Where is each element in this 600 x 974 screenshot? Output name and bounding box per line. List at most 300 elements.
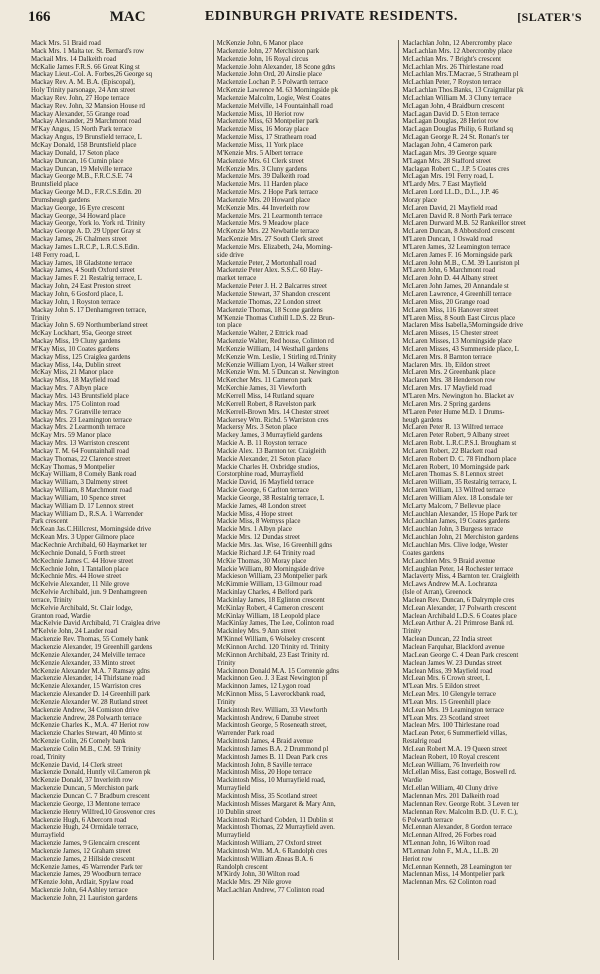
resident-entry: McLean William, 76 Inverleith row <box>402 761 501 769</box>
resident-entry: McLaren John M.B., C.M. 39 Lauriston pl <box>402 259 520 267</box>
resident-entry: McKay William, 8 Comely Bank road <box>31 471 137 479</box>
resident-entry: Mackay George, 16 Eyre crescent <box>31 204 125 212</box>
resident-entry: Maclean James W. 23 Dundas street <box>402 659 502 667</box>
resident-entry: Mackintosh Miss, 35 Scotland street <box>216 793 318 800</box>
resident-entry: McKean Mrs. 3 Upper Gilmore place <box>31 534 135 542</box>
resident-entry: McKenzie Mrs. 3 Cluny gardens <box>216 165 307 173</box>
resident-entry: Mackenzie Walter, 2 Ettrick road <box>216 330 308 338</box>
resident-entry: Mackenzie James, 2 Hillside crescent <box>31 855 135 863</box>
resident-entry: McKenzie Wm. Leslie, 1 Stirling rd.Trinity <box>216 353 337 361</box>
resident-entry: Mackay Angus, 19 Brunsfield terrace, L <box>31 134 142 142</box>
resident-entry: market terrace <box>216 275 257 283</box>
resident-entry: Maclaren Mrs. 1b, Eildon street <box>402 361 490 369</box>
resident-entry: Mackenzie Mrs. 11 Harden place <box>216 181 309 189</box>
resident-entry: M'Lean Mrs. 5 Eildon street <box>402 683 480 691</box>
resident-entry: Heriot row <box>402 855 433 863</box>
resident-entry: Mackintosh William Æneas B.A. 6 <box>216 855 314 863</box>
resident-entry: M'Kinnel William, 6 Wolseley crescent <box>216 636 325 644</box>
resident-entry: Mackenzie John, 64 Ashley terrace <box>31 887 128 895</box>
resident-entry: McLaren John D. 44 Albany street <box>402 275 498 283</box>
resident-entry: Mackintosh James, 4 Braid avenue <box>216 738 313 746</box>
resident-entry: Mackay John, 24 East Preston street <box>31 283 131 291</box>
resident-entry: heugh gardens <box>402 416 443 424</box>
resident-entry: Mackintosh Wm. M.A. 6 Randolph cres <box>216 847 328 855</box>
resident-entry: Mackay James, 18 Gladstone terrace <box>31 259 133 267</box>
resident-entry: Warrender Park road <box>216 730 274 738</box>
resident-entry: Maclachlan John, 12 Abercromby place <box>402 40 512 47</box>
resident-entry: Mackay William, 3 Dalmeny street <box>31 479 128 487</box>
resident-entry: Mackenzie Peter J. H. 2 Balcarres street <box>216 283 327 291</box>
resident-entry: Mackay George, York lo. York rd. Trinity <box>31 220 146 228</box>
resident-entry: Mackintosh Andrew, 6 Danube street <box>216 714 319 722</box>
resident-entry: Mackay George M.B., F.R.C.S.E. 74 <box>31 173 133 181</box>
resident-entry: Mackenzie John Alexander, 18 Scone gdns <box>216 63 336 71</box>
resident-entry: McLean Mrs. 10 Glengyle terrace <box>402 691 496 699</box>
resident-entry: Mackay James L.R.C.P., L.R.C.S.Edin. <box>31 243 140 251</box>
resident-entry: Mackay T. M. 64 Fountainhall road <box>31 447 129 455</box>
resident-entry: Mackenzie Henry Wilfred,10 Grosvenor cres <box>31 808 156 816</box>
resident-entry: McKenzie Alexander, 15 Warriston cres <box>31 683 142 691</box>
resident-entry: Mackinnon Geo. J. 3 East Newington pl <box>216 675 328 683</box>
resident-entry: McLauchlan Mrs. Clive lodge, Wester <box>402 542 508 549</box>
resident-entry: road, Trinity <box>31 753 66 761</box>
resident-entry: MacLagan Douglas, 28 Heriot row <box>402 118 499 126</box>
resident-entry: Mackay William D., R.S.A. 1 Warrender <box>31 510 144 518</box>
resident-entry: MacLachlan Andrew, 77 Colinton road <box>216 887 325 895</box>
resident-entry: McLaren Misses, 15 Chester street <box>402 330 499 338</box>
resident-entry: Mackintosh James B.A. 2 Drummond pl <box>216 745 329 753</box>
resident-entry: McKay Miss, 21 Manor place <box>31 369 114 377</box>
resident-entry: Murrayfield <box>216 785 250 793</box>
resident-entry: McKinnon Archd. 120 Trinity rd. Trinity <box>216 643 330 651</box>
resident-entry: Mackintosh George, 5 Roseneath street, <box>216 722 327 730</box>
resident-entry: McLaren William, 13 Wilfred terrace <box>402 487 506 495</box>
resident-entry: Mackinlay James, 18 Eglinton crescent <box>216 596 325 604</box>
resident-entry: terrace, Trinity <box>31 596 72 604</box>
resident-entry: Mackersey Wm. Richd. 5 Warriston cres <box>216 416 329 424</box>
publisher-name: [SLATER'S <box>517 9 582 24</box>
resident-entry: M'Lean Mrs. 23 Scotland street <box>402 714 490 722</box>
resident-entry: M'Lardy Mrs. 7 East Mayfield <box>402 181 487 189</box>
resident-entry: Mackenzie Miss, 10 Heriot row <box>216 110 305 118</box>
resident-entry: Maclaren Miss Isabella,5Morningside drive <box>402 322 523 330</box>
resident-entry: McLaren Thomas S. 8 Lennox street <box>402 471 504 479</box>
resident-entry: Mackinley Mrs. 9 Ann street <box>216 628 296 636</box>
resident-entry: McKenzie Donald, 37 Inverleith row <box>31 777 133 785</box>
resident-entry: Mackenzie Peter, 2 Mortonhall road <box>216 259 317 267</box>
resident-entry: McLaren Lord LL.D., D.L., J.P. 46 <box>402 189 499 197</box>
resident-entry: Maclagan Robert C., J.P. 5 Coates cres <box>402 165 510 173</box>
resident-entry: Mackenzie Mrs. 2 Hope Park terrace <box>216 189 319 197</box>
resident-entry: Mackenzie James, 12 Graham street <box>31 847 131 855</box>
resident-entry: McKerrell Robert, 8 Ravelston park <box>216 400 316 408</box>
resident-entry: ton place <box>216 322 242 330</box>
resident-entry: McKercher Mrs. 11 Cameron park <box>216 377 312 385</box>
resident-entry: McLaren Misses, 43 Summerside place, L <box>402 345 519 353</box>
resident-entry: MacKinlay James, The Lee, Colinton road <box>216 620 334 628</box>
resident-entry: M'Laren Duncan, 1 Oswald road <box>402 236 493 244</box>
resident-entry: Mackay John, 1 Royston terrace <box>31 298 120 306</box>
resident-entry: M'Kay Miss, 10 Coates gardens <box>31 345 119 353</box>
resident-entry: Mackenzie Thomas, 18 Scone gardens <box>216 306 323 314</box>
resident-entry: McLennan Kenneth, 28 Leamington ter <box>402 863 512 871</box>
resident-entry: Mackenzie Thomas, 22 London street <box>216 298 321 306</box>
page-number: 166 <box>28 8 51 25</box>
resident-entry: Restalrig road <box>402 738 442 746</box>
resident-entry: Mackenzie Walter, Red house, Colinton rd <box>216 338 334 346</box>
resident-entry: Mackinnon Donald M.A. 15 Corrennie gdns <box>216 667 339 675</box>
resident-entry: Mackay Duncan, 19 Melville terrace <box>31 165 133 173</box>
resident-entry: Mackay James F. 21 Restalrig terrace, L <box>31 275 142 283</box>
resident-entry: Mackenzie John, 27 Merchiston park <box>216 47 320 55</box>
resident-entry: McLaren James F. 16 Morningside park <box>402 251 513 259</box>
resident-entry: M'Laren Mrs. Newington ho. Blacket av <box>402 392 515 400</box>
resident-entry: Maclean Miss, 39 Mayfield road <box>402 667 493 675</box>
resident-entry: Mackenzie Duncan, 5 Merchiston park <box>31 785 139 793</box>
resident-entry: MacLean Peter, 6 Summerfield villas, <box>402 730 507 738</box>
resident-entry: Mackie Miss, 8 Wemyss place <box>216 518 301 526</box>
resident-entry: Mackenzie George, 13 Mentone terrace <box>31 800 141 808</box>
resident-entry: Mackenzie Melville, 14 Fountainhall road <box>216 102 333 110</box>
resident-entry: Mackintosh Thomas, 22 Murrayfield aven. <box>216 824 335 832</box>
resident-entry: M'Laren John, 6 Marchmont road <box>402 267 496 275</box>
resident-entry: Mackenzie Colin M.B., C.M. 59 Trinity <box>31 745 141 753</box>
resident-entry: M'Kenzie John, Ardlair, Spylaw road <box>31 879 134 887</box>
resident-entry: McKechnie John, 1 Tantallon place <box>31 565 129 573</box>
resident-entry: Mackie Mrs. Jas. Wise, 16 Greenhill gdns <box>216 542 333 549</box>
resident-entry: McKimmie William, 13 Gilmour road <box>216 581 322 589</box>
resident-entry: McKechnie Mrs. 44 Howe street <box>31 573 122 581</box>
resident-entry: Mackay George M.D., F.R.C.S.Edin. 20 <box>31 189 142 197</box>
resident-entry: McLean Mrs. 19 Leamington terrace <box>402 706 504 714</box>
resident-entry: Wardie <box>402 777 423 785</box>
resident-entry: MacLagan Douglas Philip, 6 Rutland sq <box>402 126 513 134</box>
resident-entry: Maclennan Rev. Malcolm B.D. (U. F. C.), <box>402 808 518 816</box>
resident-entry: McLarty Malcom, 7 Bellevue place <box>402 502 501 510</box>
resident-entry: McLaren Robert D. C. 78 Findhorn place <box>402 455 517 463</box>
resident-entry: McLean Mrs. 6 Crown street, L <box>402 675 490 683</box>
resident-entry: Mackenzie Andrew, 28 Polwarth terrace <box>31 714 142 722</box>
resident-entry: Mackintosh William, 27 Oxford street <box>216 840 322 848</box>
resident-entry: Mackenzie Mrs. 39 Dalkeith road <box>216 173 310 181</box>
resident-entry: side drive <box>216 251 244 259</box>
resident-entry: Mackenzie Peter Alex. S.S.C. 60 Hay- <box>216 267 323 275</box>
resident-entry: Mackay Mrs. 175 Colinton road <box>31 400 120 408</box>
resident-entry: McLauchlan John, 21 Merchiston gardens <box>402 534 519 542</box>
resident-entry: McKerrell-Brown Mrs. 14 Chester street <box>216 408 329 416</box>
resident-entry: Mackie A. B. 11 Royston terrace <box>216 440 307 448</box>
resident-entry: Mackinlay Charles, 4 Belford park <box>216 589 313 597</box>
resident-entry: McKay Mrs. 59 Manor place <box>31 432 112 440</box>
resident-entry: Mackintosh John, 8 Saville terrace <box>216 761 313 769</box>
resident-entry: McKinlay William, 18 Leopold place <box>216 612 320 620</box>
resident-entry: Holy Trinity parsonage, 24 Ann street <box>31 87 136 95</box>
resident-entry: Mackay Lieut.-Col. A. Forbes,26 George sq <box>31 71 153 79</box>
resident-entry: Trinity <box>216 659 236 667</box>
resident-entry: Granton road, Wardie <box>31 612 91 620</box>
resident-entry: Mack Mrs. 1 Malta ter. St. Bernard's row <box>31 47 145 55</box>
resident-entry: Mackay John S. 17 Denhamgreen terrace, <box>31 306 147 314</box>
resident-entry: McLaren Misses, 13 Morningside place <box>402 338 512 346</box>
resident-entry: Maclean Rev. Duncan, 6 Dalrymple cres <box>402 596 515 604</box>
resident-entry: Mackenzie Mrs. 9 Meadow place <box>216 220 309 228</box>
resident-entry: McKenzie Wm. M. 5 Duncan st. Newington <box>216 369 339 377</box>
resident-entry: Mackay Miss, 125 Craiglea gardens <box>31 353 131 361</box>
resident-entry: Randolph crescent <box>216 863 268 871</box>
resident-entry: Trinity <box>31 314 50 322</box>
resident-entry: Mackay Alexander, 29 Marchmont road <box>31 118 142 126</box>
resident-entry: Mackenzie Stewart, 37 Shandon crescent <box>216 291 331 298</box>
resident-entry: McLaren Robt. L.R.C.P.S.I. Brougham st <box>402 440 517 448</box>
resident-entry: 10 Dublin street <box>216 808 262 816</box>
resident-entry: Drumsheugh gardens <box>31 196 90 204</box>
resident-entry: Mackay William, 8 Marchmont road <box>31 487 132 495</box>
resident-entry: McKenzie Mrs. 44 Inverleith row <box>216 204 310 212</box>
resident-entry: Mackenzie Donald, Huntly vil.Cameron pk <box>31 769 151 777</box>
resident-entry: McLaren Peter Robert, 9 Albany street <box>402 432 510 440</box>
resident-entry: McKelvie Archibald, jun. 9 Denhamgreen <box>31 589 147 597</box>
resident-entry: McKenzie William Lyon, 14 Walker street <box>216 361 334 369</box>
resident-entry: Mackay Miss, 19 Cluny gardens <box>31 338 121 346</box>
resident-entry: Mackay Duncan, 16 Cumin place <box>31 157 124 165</box>
resident-entry: McLaughlan Peter, 14 Rochester terrace <box>402 565 514 573</box>
resident-entry: McKenzie Alexander W. 28 Rutland street <box>31 698 148 706</box>
resident-entry: MacKelvie David Archibald, 71 Craiglea drive <box>31 620 161 628</box>
resident-entry: Mackay John S. 69 Northumberland street <box>31 322 148 330</box>
resident-entry: McKinlay Robert, 4 Cameron crescent <box>216 604 324 612</box>
resident-entry: Mackintosh Misses Margaret & Mary Ann, <box>216 800 336 808</box>
resident-entry: McLaren Lawrence, 4 Greenhill terrace <box>402 291 512 298</box>
resident-entry: Mackie George, 38 Restalrig terrace, L <box>216 494 325 502</box>
page-header <box>28 6 582 28</box>
resident-entry: Mackenzie John Ord, 20 Ainslie place <box>216 71 322 79</box>
resident-entry: Mackay Alexander, 55 Grange road <box>31 110 130 118</box>
resident-entry: M'Lagan Mrs. 28 Stafford street <box>402 157 491 165</box>
resident-entry: Moray place <box>402 196 437 204</box>
resident-entry: McLean Arthur A. 21 Primrose Bank rd. <box>402 620 514 628</box>
resident-entry: McKean Jas.C.Hillcrest, Morningside drive <box>31 526 152 534</box>
resident-entry: Mackenzie Andrew, 34 Comiston drive <box>31 706 140 714</box>
resident-entry: Mackay Mrs. 7 Granville terrace <box>31 408 122 416</box>
resident-entry: McLennan Alfred, 26 Forbes road <box>402 832 497 840</box>
resident-entry: McLachlan William M. 3 Cluny terrace <box>402 94 512 102</box>
resident-entry: Mackenzie John, 21 Lauriston gardens <box>31 894 138 902</box>
resident-entry: Mackenzie Alexander, 14 Thirlstane road <box>31 675 145 683</box>
resident-entry: Maclennan Mrs. 201 Dalkeith road <box>402 793 499 800</box>
resident-entry: 6 Polwarth terrace <box>402 816 453 824</box>
resident-entry: McLaren Peter R. 13 Wilfred terrace <box>402 424 504 432</box>
resident-entry: McKenzie James, 45 Warrender Park ter <box>31 863 143 871</box>
resident-entry: McLaren Mrs. 8 Barnton terrace <box>402 353 492 361</box>
resident-entry: Mackenzie Mrs. 61 Clerk street <box>216 157 304 165</box>
resident-entry: Mackay Miss, 14a, Dublin street <box>31 361 121 369</box>
resident-entry: McKelvie Archibald, St. Clair lodge, <box>31 604 133 612</box>
resident-entry: Mackenzie Mrs. 20 Howard place <box>216 196 311 204</box>
resident-entry: McLagan John, 4 Braidburn crescent <box>402 102 505 110</box>
resident-entry: Mackie William, 80 Morningside drive <box>216 565 325 573</box>
resident-entry: Trinity <box>402 628 422 636</box>
resident-entry: Mackie George, 6 Carlton terrace <box>216 487 309 495</box>
resident-entry: McLaren Robert, 10 Morningside park <box>402 463 510 471</box>
resident-entry: McLachlan Mrs.T.Macrae, 5 Strathearn pl <box>402 71 519 79</box>
resident-entry: Mackay William, 10 Spence street <box>31 494 126 502</box>
resident-entry: McLaren Durward M.B. 52 Rankeillor street <box>402 220 526 228</box>
resident-entry: M'Kelvie John, 24 Lauder road <box>31 628 118 636</box>
resident-entry: 148 Ferry road, L <box>31 251 80 259</box>
resident-entry: Mackintosh Miss, 10 Murrayfield road, <box>216 777 326 785</box>
entries-columns <box>28 40 584 960</box>
resident-entry: Mackie Alexander, 21 Seton place <box>216 455 312 463</box>
resident-entry: Mackenzie Hugh, 24 Ormidale terrace, <box>31 824 139 832</box>
resident-entry: Mackay George, 34 Howard place <box>31 212 126 220</box>
resident-entry: MacKenzie Mrs. 27 South Clerk street <box>216 236 324 244</box>
resident-entry: Mackle Mrs. 29 Nile grove <box>216 879 292 887</box>
resident-entry: Bruntsfield place <box>31 181 79 189</box>
resident-entry: McLellan William, 40 Cluny drive <box>402 785 498 793</box>
resident-entry: Mackenzie Alexander D. 14 Greenhill park <box>31 691 151 699</box>
resident-entry: McLaren John James, 20 Annandale st <box>402 283 509 291</box>
column-1 <box>28 40 213 960</box>
resident-entry: Mackay Mrs. 143 Bruntsfield place <box>31 392 129 400</box>
resident-entry: Mackenzie John, 16 Royal circus <box>216 55 309 63</box>
resident-entry: McKenzie Charles K., M.A. 47 Heriot row <box>31 722 150 730</box>
resident-entry: McKenzie William, 14 Westhall gardens <box>216 345 329 353</box>
resident-entry: Mackersy Mrs. 3 Seton place <box>216 424 298 432</box>
resident-entry: Maclaren Mrs. 38 Henderson row <box>402 377 496 385</box>
resident-entry: Mackie Miss, 4 Hope street <box>216 510 293 518</box>
resident-entry: Mackay Mrs. 2 Learmonth terrace <box>31 424 126 432</box>
resident-entry: McLaren Duncan, 8 Abbotsford crescent <box>402 228 515 236</box>
resident-entry: Mackenzie Hugh, 6 Abercorn road <box>31 816 127 824</box>
resident-entry: McKay Donald, 158 Bruntsfield place <box>31 141 137 149</box>
resident-entry: McKenzie David, 14 Clerk street <box>31 761 123 769</box>
resident-entry: Mackenzie Miss, 11 York place <box>216 141 304 149</box>
resident-entry: Mackenzie Mrs. Elizabeth, 24a, Morning- <box>216 243 333 251</box>
resident-entry: Mackie Charles H. Oxbridge studios, <box>216 463 320 471</box>
resident-entry: Mackie James, 48 London street <box>216 502 307 510</box>
resident-entry: Mackenzie Charles Stewart, 40 Minto st <box>31 730 142 738</box>
resident-entry: McLaren Miss, 116 Hanover street <box>402 306 499 314</box>
resident-entry: McKerrell Miss, 14 Rutland square <box>216 392 315 400</box>
resident-entry: Maclaverty Miss, 4 Barnton ter. Craigleith <box>402 573 520 581</box>
resident-entry: Mackay John, 6 Gosford place, L <box>31 291 124 298</box>
resident-entry: Mackenzie Alexander, 19 Greenhill gardens <box>31 643 153 651</box>
resident-entry: Mackinnon James, 12 Lygon road <box>216 683 311 691</box>
resident-entry: M'Kenzie Thomas Cuthill L.D.S. 22 Brun- <box>216 314 335 322</box>
resident-entry: Mackail Mrs. 14 Dalkeith road <box>31 55 117 63</box>
resident-entry: M'Kenzie Mrs. 5 Albert terrace <box>216 149 303 157</box>
resident-entry: M'Laren Miss, 8 South East Circus place <box>402 314 516 322</box>
resident-entry: Maclagan John, 4 Cameron park <box>402 141 493 149</box>
resident-entry: (Isle of Arran), Greenock <box>402 589 472 597</box>
resident-entry: Mackenzie Lochan P. 5 Polwarth terrace <box>216 79 329 87</box>
resident-entry: Mackie Mrs. 1 Albyn place <box>216 526 292 534</box>
resident-entry: Mackenzie Miss, 17 Strathearn road <box>216 134 317 142</box>
resident-entry: MacLean George C. 4 Dean Park crescent <box>402 651 519 659</box>
resident-entry: Trinity <box>216 698 236 706</box>
resident-entry: McLaren David R. 8 North Park terrace <box>402 212 512 220</box>
resident-entry: McLennan Alexander, 8 Gordon terrace <box>402 824 513 832</box>
resident-entry: Mackie Mrs. 12 Dundas street <box>216 534 300 542</box>
resident-entry: Mackay Donald, 17 Seton place <box>31 149 120 157</box>
resident-entry: McKelvie Alexander, 11 Nile grove <box>31 581 130 589</box>
resident-entry: Mackay George A. D. 29 Upper Gray st <box>31 228 141 236</box>
resident-entry: Maclennan Mrs. 62 Colinton road <box>402 879 496 887</box>
resident-entry: McLaren William, 35 Restalrig terrace, L <box>402 479 517 487</box>
resident-entry: McLean Robert M.A. 19 Queen street <box>402 745 508 753</box>
resident-entry: Mackenzie Rev. Thomas, 55 Comely bank <box>31 636 149 644</box>
resident-entry: Mackay Mrs. 7 Albyn place <box>31 385 108 393</box>
resident-entry: McKechnie Donald, 5 Forth street <box>31 549 126 557</box>
resident-entry: McKenzie Alexander M.A. 7 Ramsay gdns <box>31 667 150 675</box>
resident-entry: Mackie David, 16 Mayfield terrace <box>216 479 314 487</box>
resident-entry: Mackey James, 3 Murrayfield gardens <box>216 432 323 440</box>
resident-entry: McLagan George R. 24 St. Ronan's ter <box>402 134 510 142</box>
resident-entry: M'Kirdy John, 30 Wilton road <box>216 871 300 879</box>
resident-entry: Mackieson William, 23 Montpelier park <box>216 573 328 581</box>
resident-entry: Mackenzie Malcolm, Logie, West Coates <box>216 94 331 102</box>
resident-entry: Coates gardens <box>402 549 445 557</box>
resident-entry: McKinnon Archibald, 23 East Trinity rd. <box>216 651 330 659</box>
resident-entry: Corstorphine road, Murrayfield <box>216 471 304 479</box>
resident-entry: McLachlan Mrs. 7 Bright's crescent <box>402 55 501 63</box>
resident-entry: Maclennan Miss, 14 Montpelier park <box>402 871 505 879</box>
resident-entry: Mackintosh Richard Cobden, 11 Dublin st <box>216 816 334 824</box>
resident-entry: Mackay James, 26 Chalmers street <box>31 236 127 244</box>
page-title: EDINBURGH PRIVATE RESIDENTS. <box>204 9 459 24</box>
resident-entry: McKenzie Alexander, 24 Melville terrace <box>31 651 146 659</box>
resident-entry: McLagan Mrs. 191 Ferry road, L <box>402 173 494 181</box>
resident-entry: McLaren William Alex. 18 Lonsdale ter <box>402 494 513 502</box>
resident-entry: Mackay Rev. John, 32 Mansion House rd <box>31 102 145 110</box>
resident-entry: Maclean Mrs. 100 Thirlestane road <box>402 722 500 730</box>
resident-entry: Maclean Robert, 10 Royal crescent <box>402 753 500 761</box>
resident-entry: McKenzie Mrs. 22 Newbattle terrace <box>216 228 320 236</box>
resident-entry: McLaren Mrs. 2 Spring gardens <box>402 400 491 408</box>
resident-entry: McKalie James F.R.S. 66 Great King st <box>31 63 140 71</box>
resident-entry: Mackie Richard J.P. 64 Trinity road <box>216 549 315 557</box>
resident-entry: Mackenzie Miss, 63 Montpelier park <box>216 118 319 126</box>
column-2 <box>213 40 399 960</box>
resident-entry: McKenzie John, 6 Manor place <box>216 40 304 47</box>
resident-entry: MacKechnie Archibald, 60 Haymarket ter <box>31 542 147 549</box>
resident-entry: M'Kay Angus, 15 North Park terrace <box>31 126 133 134</box>
resident-entry: McLauchlan Alexander, 15 Hope Park ter <box>402 510 518 518</box>
resident-entry: McLellan Miss, East cottage, Boswell rd. <box>402 769 517 777</box>
resident-entry: Mackay Rev. A. M. B.A. (Episcopal), <box>31 79 135 87</box>
resident-entry: Maclean Duncan, 22 India street <box>402 636 493 644</box>
resident-entry: Mack Mrs. 51 Braid road <box>31 40 101 47</box>
section-letters: MAC <box>109 8 146 25</box>
resident-entry: Mackenzie James, 29 Woodburn terrace <box>31 871 142 879</box>
resident-entry: McLaren Robert, 22 Blackett road <box>402 447 498 455</box>
resident-entry: Maclean Archibald L.D.S. 6 Coates place <box>402 612 517 620</box>
resident-entry: MacLachlan Thos.Banks, 13 Craigmillar pk <box>402 87 524 95</box>
resident-entry: Murrayfield <box>216 832 250 840</box>
resident-entry: M'Laren James, 32 Leamington terrace <box>402 243 511 251</box>
resident-entry: Maclean Farquhar, Blackford avenue <box>402 643 505 651</box>
resident-entry: Mackintosh Rev. William, 33 Viewforth <box>216 706 328 714</box>
resident-entry: McKenzie Lawrence M. 63 Morningside pk <box>216 87 338 95</box>
resident-entry: McLauchlan John, 3 Burgess terrace <box>402 526 504 534</box>
resident-entry: McLauchlen Mrs. 9 Braid avenue <box>402 557 496 565</box>
resident-entry: MacLagan Mrs. 39 George square <box>402 149 497 157</box>
resident-entry: Mackay James, 4 South Oxford street <box>31 267 135 275</box>
resident-entry: M'Lean Mrs. 15 Greenhill place <box>402 698 491 706</box>
resident-entry: MacLagan David D. 5 Eton terrace <box>402 110 500 118</box>
resident-entry: McLean Alexander, 17 Polwarth crescent <box>402 604 517 612</box>
resident-entry: Mackenzie James, 9 Glencairn crescent <box>31 840 140 848</box>
